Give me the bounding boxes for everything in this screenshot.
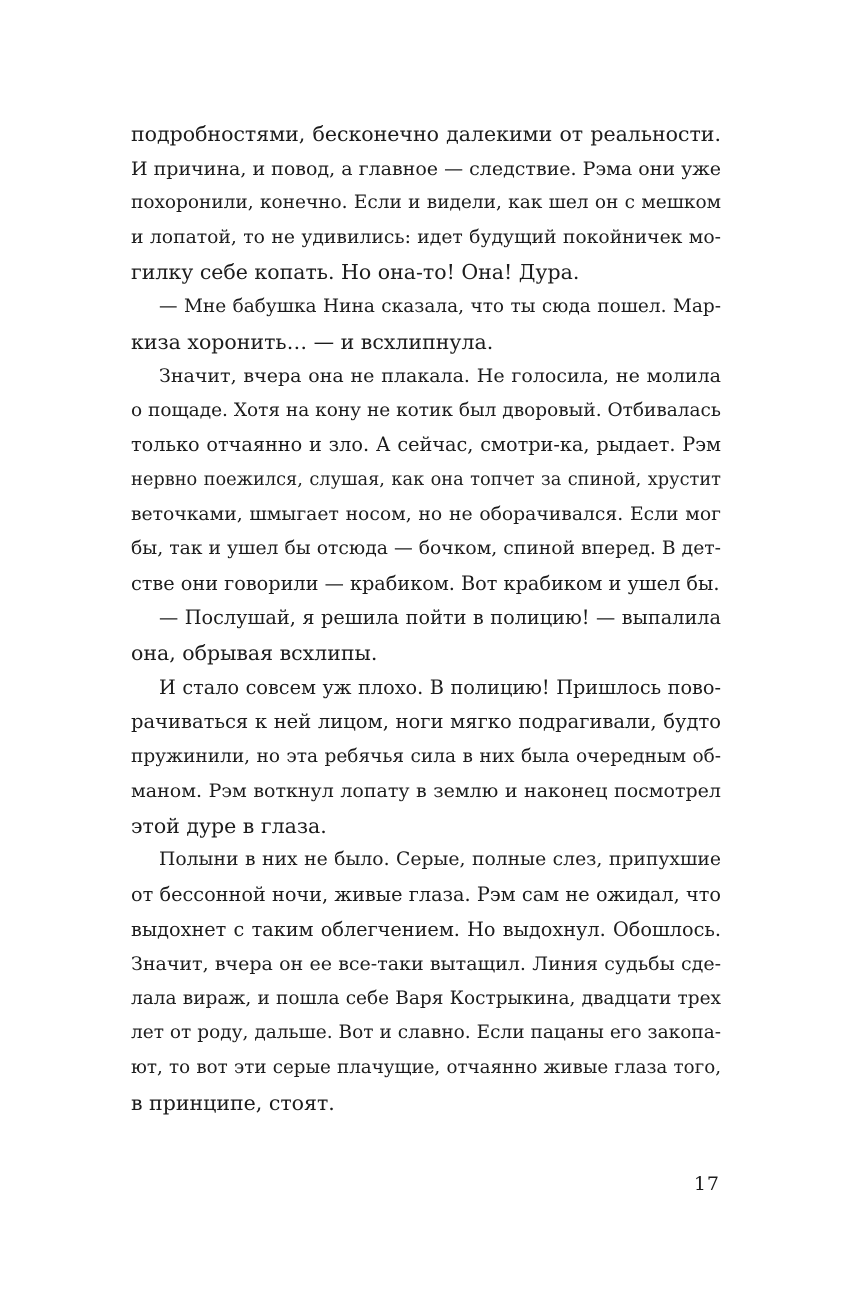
text-line: и лопатой, то не удивились: идет будущий покойничек мо- bbox=[131, 226, 721, 248]
text-line: Значит, вчера он ее все-таки вытащил. Линия судьбы сде- bbox=[131, 953, 721, 976]
text-line: бы, так и ушел бы отсюда — бочком, спиной вперед. В дет- bbox=[131, 538, 721, 560]
text-line: только отчаянно и зло. А сейчас, смотри-ка, рыдает. Рэм bbox=[131, 433, 721, 457]
text-line: — Мне бабушка Нина сказала, что ты сюда пошел. Мар- bbox=[159, 295, 721, 317]
text-line: ют, то вот эти серые плачущие, отчаянно живые глаза того, bbox=[131, 1057, 721, 1079]
text-line: Значит, вчера она не плакала. Не голосила, не молила bbox=[159, 365, 721, 388]
text-line: веточками, шмыгает носом, но не оборачивался. Если мог bbox=[131, 503, 721, 525]
text-line: она, обрывая всхлипы. bbox=[131, 640, 378, 665]
page-number: 17 bbox=[693, 1173, 720, 1195]
text-line: гилку себе копать. Но она-то! Она! Дура. bbox=[131, 260, 580, 285]
text-line: лала вираж, и пошла себе Варя Кострыкина, двадцати трех bbox=[131, 987, 721, 1009]
text-line: И стало совсем уж плохо. В полицию! Пришлось пово- bbox=[159, 675, 721, 699]
text-line: этой дуре в глаза. bbox=[131, 813, 327, 838]
text-line: от бессонной ночи, живые глаза. Рэм сам не ожидал, что bbox=[131, 883, 721, 907]
text-line: Полыни в них не было. Серые, полные слез, припухшие bbox=[159, 849, 721, 871]
text-line: лет от роду, дальше. Вот и славно. Если пацаны его закопа- bbox=[131, 1022, 721, 1044]
text-line: выдохнет с таким облегчением. Но выдохнул. Обошлось. bbox=[131, 917, 721, 941]
text-line: в принципе, стоят. bbox=[131, 1090, 335, 1115]
text-line: нервно поежился, слушая, как она топчет за спиной, хрустит bbox=[131, 469, 721, 490]
body-text bbox=[131, 117, 721, 1120]
text-line: пружинили, но эта ребячья сила в них была очередным об- bbox=[131, 745, 721, 767]
text-line: И причина, и повод, а главное — следствие. Рэма они уже bbox=[131, 157, 721, 180]
text-line: стве они говорили — крабиком. Вот крабиком и ушел бы. bbox=[131, 571, 720, 595]
text-line: маном. Рэм воткнул лопату в землю и наконец посмотрел bbox=[131, 780, 721, 803]
text-line: рачиваться к ней лицом, ноги мягко подрагивали, будто bbox=[131, 710, 721, 734]
text-line: о пощаде. Хотя на кону не котик был дворовый. Отбивалась bbox=[131, 399, 721, 421]
text-line: подробностями, бесконечно далекими от реальности. bbox=[131, 122, 721, 146]
text-line: — Послушай, я решила пойти в полицию! — выпалила bbox=[159, 606, 721, 630]
text-line: похоронили, конечно. Если и видели, как шел он с мешком bbox=[131, 192, 721, 214]
text-line: киза хоронить… — и всхлипнула. bbox=[131, 329, 494, 354]
